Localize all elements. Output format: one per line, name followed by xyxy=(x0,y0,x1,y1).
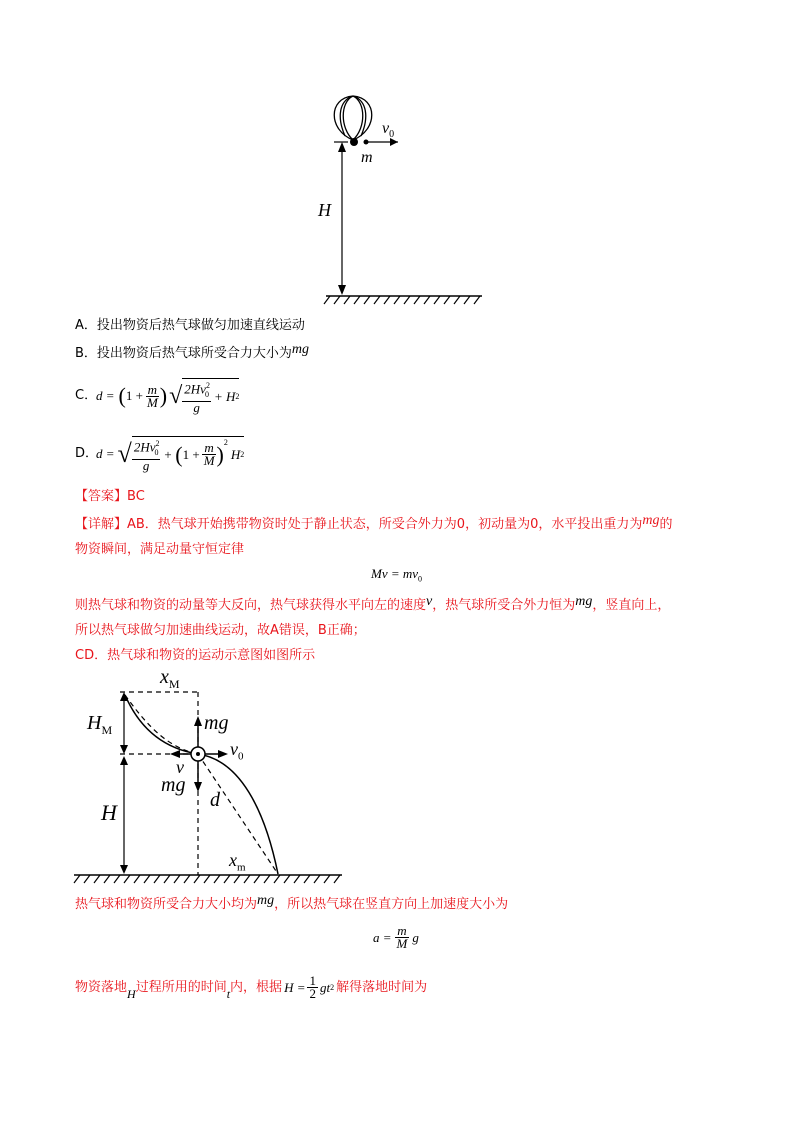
ground-hatch-2 xyxy=(74,875,340,883)
option-c-label: C． xyxy=(75,388,98,403)
HM-label: $H_M$ xyxy=(87,712,113,737)
equation-acceleration: a = $\frac{m}{M}$ g xyxy=(373,923,419,951)
xM-label: $x_M$ xyxy=(160,666,180,691)
d-label: d xyxy=(210,789,220,811)
explanation-line-1: 【详解】AB．热气球开始携带物资时处于静止状态，所受合外力为0，初动量为0，水平投出重力为mg的 xyxy=(75,513,673,532)
option-b xyxy=(75,342,310,363)
option-b-math: mg xyxy=(291,342,310,357)
xm-label: $x_m$ xyxy=(229,850,246,874)
v-label: v xyxy=(176,757,184,777)
ground-hatch xyxy=(324,296,480,304)
height-label: H xyxy=(318,200,331,220)
mg-up-label: mg xyxy=(204,712,229,734)
option-c-formula: d = ( 1 + $\frac{m}{M}$ ) √ $\frac{2Hv^2_0}{g}$ + H 2 xyxy=(96,374,239,418)
motion-diagram xyxy=(70,670,360,890)
option-b-text: B．投出物资后热气球所受合力大小为 xyxy=(75,346,292,361)
answer-label: 【答案】BC xyxy=(75,489,145,504)
balloon-figure xyxy=(320,90,490,305)
option-d-formula: d = √ $\frac{2Hv^2_0}{g}$ + ( 1 + $\frac{m}{M}$ ) $^2$ H 2 xyxy=(96,438,245,473)
explanation-line-3: 则热气球和物资的动量等大反向，热气球获得水平向左的速度v，热气球所受合外力恒为mg，竖直向上， xyxy=(75,594,671,613)
option-d-label: D． xyxy=(75,446,99,461)
explanation-line-5: CD．热气球和物资的运动示意图如图所示 xyxy=(75,648,316,663)
v0-label: $v_0$ xyxy=(382,120,395,141)
H-label-2: H xyxy=(101,800,117,825)
height-arrowhead-bottom xyxy=(338,285,346,295)
cargo-dot xyxy=(364,140,369,145)
balloon-trajectory xyxy=(125,695,198,754)
v0-label-2: $v_0$ xyxy=(230,739,244,763)
explanation-line-7: 物资落地 H 过程所用的时间 t 内，根据 H = $\frac{1}{2}$ gt 2 解得落地时间为 xyxy=(75,973,428,1001)
balloon-basket xyxy=(350,138,358,146)
equation-momentum: $Mv = mv_0$ xyxy=(371,566,423,584)
explanation-line-6: 热气球和物资所受合力大小均为mg，所以热气球在竖直方向上加速度大小为 xyxy=(75,893,509,912)
explanation-line-2: 物资瞬间，满足动量守恒定律 xyxy=(75,542,245,557)
mass-label: m xyxy=(361,149,373,166)
balloon-icon xyxy=(334,96,372,140)
option-a: A．投出物资后热气球做匀加速直线运动 xyxy=(75,318,305,333)
height-arrowhead-top xyxy=(338,142,346,152)
mg-down-label: mg xyxy=(161,774,186,796)
explanation-line-4: 所以热气球做匀加速曲线运动，故A错误，B正确； xyxy=(75,623,366,638)
